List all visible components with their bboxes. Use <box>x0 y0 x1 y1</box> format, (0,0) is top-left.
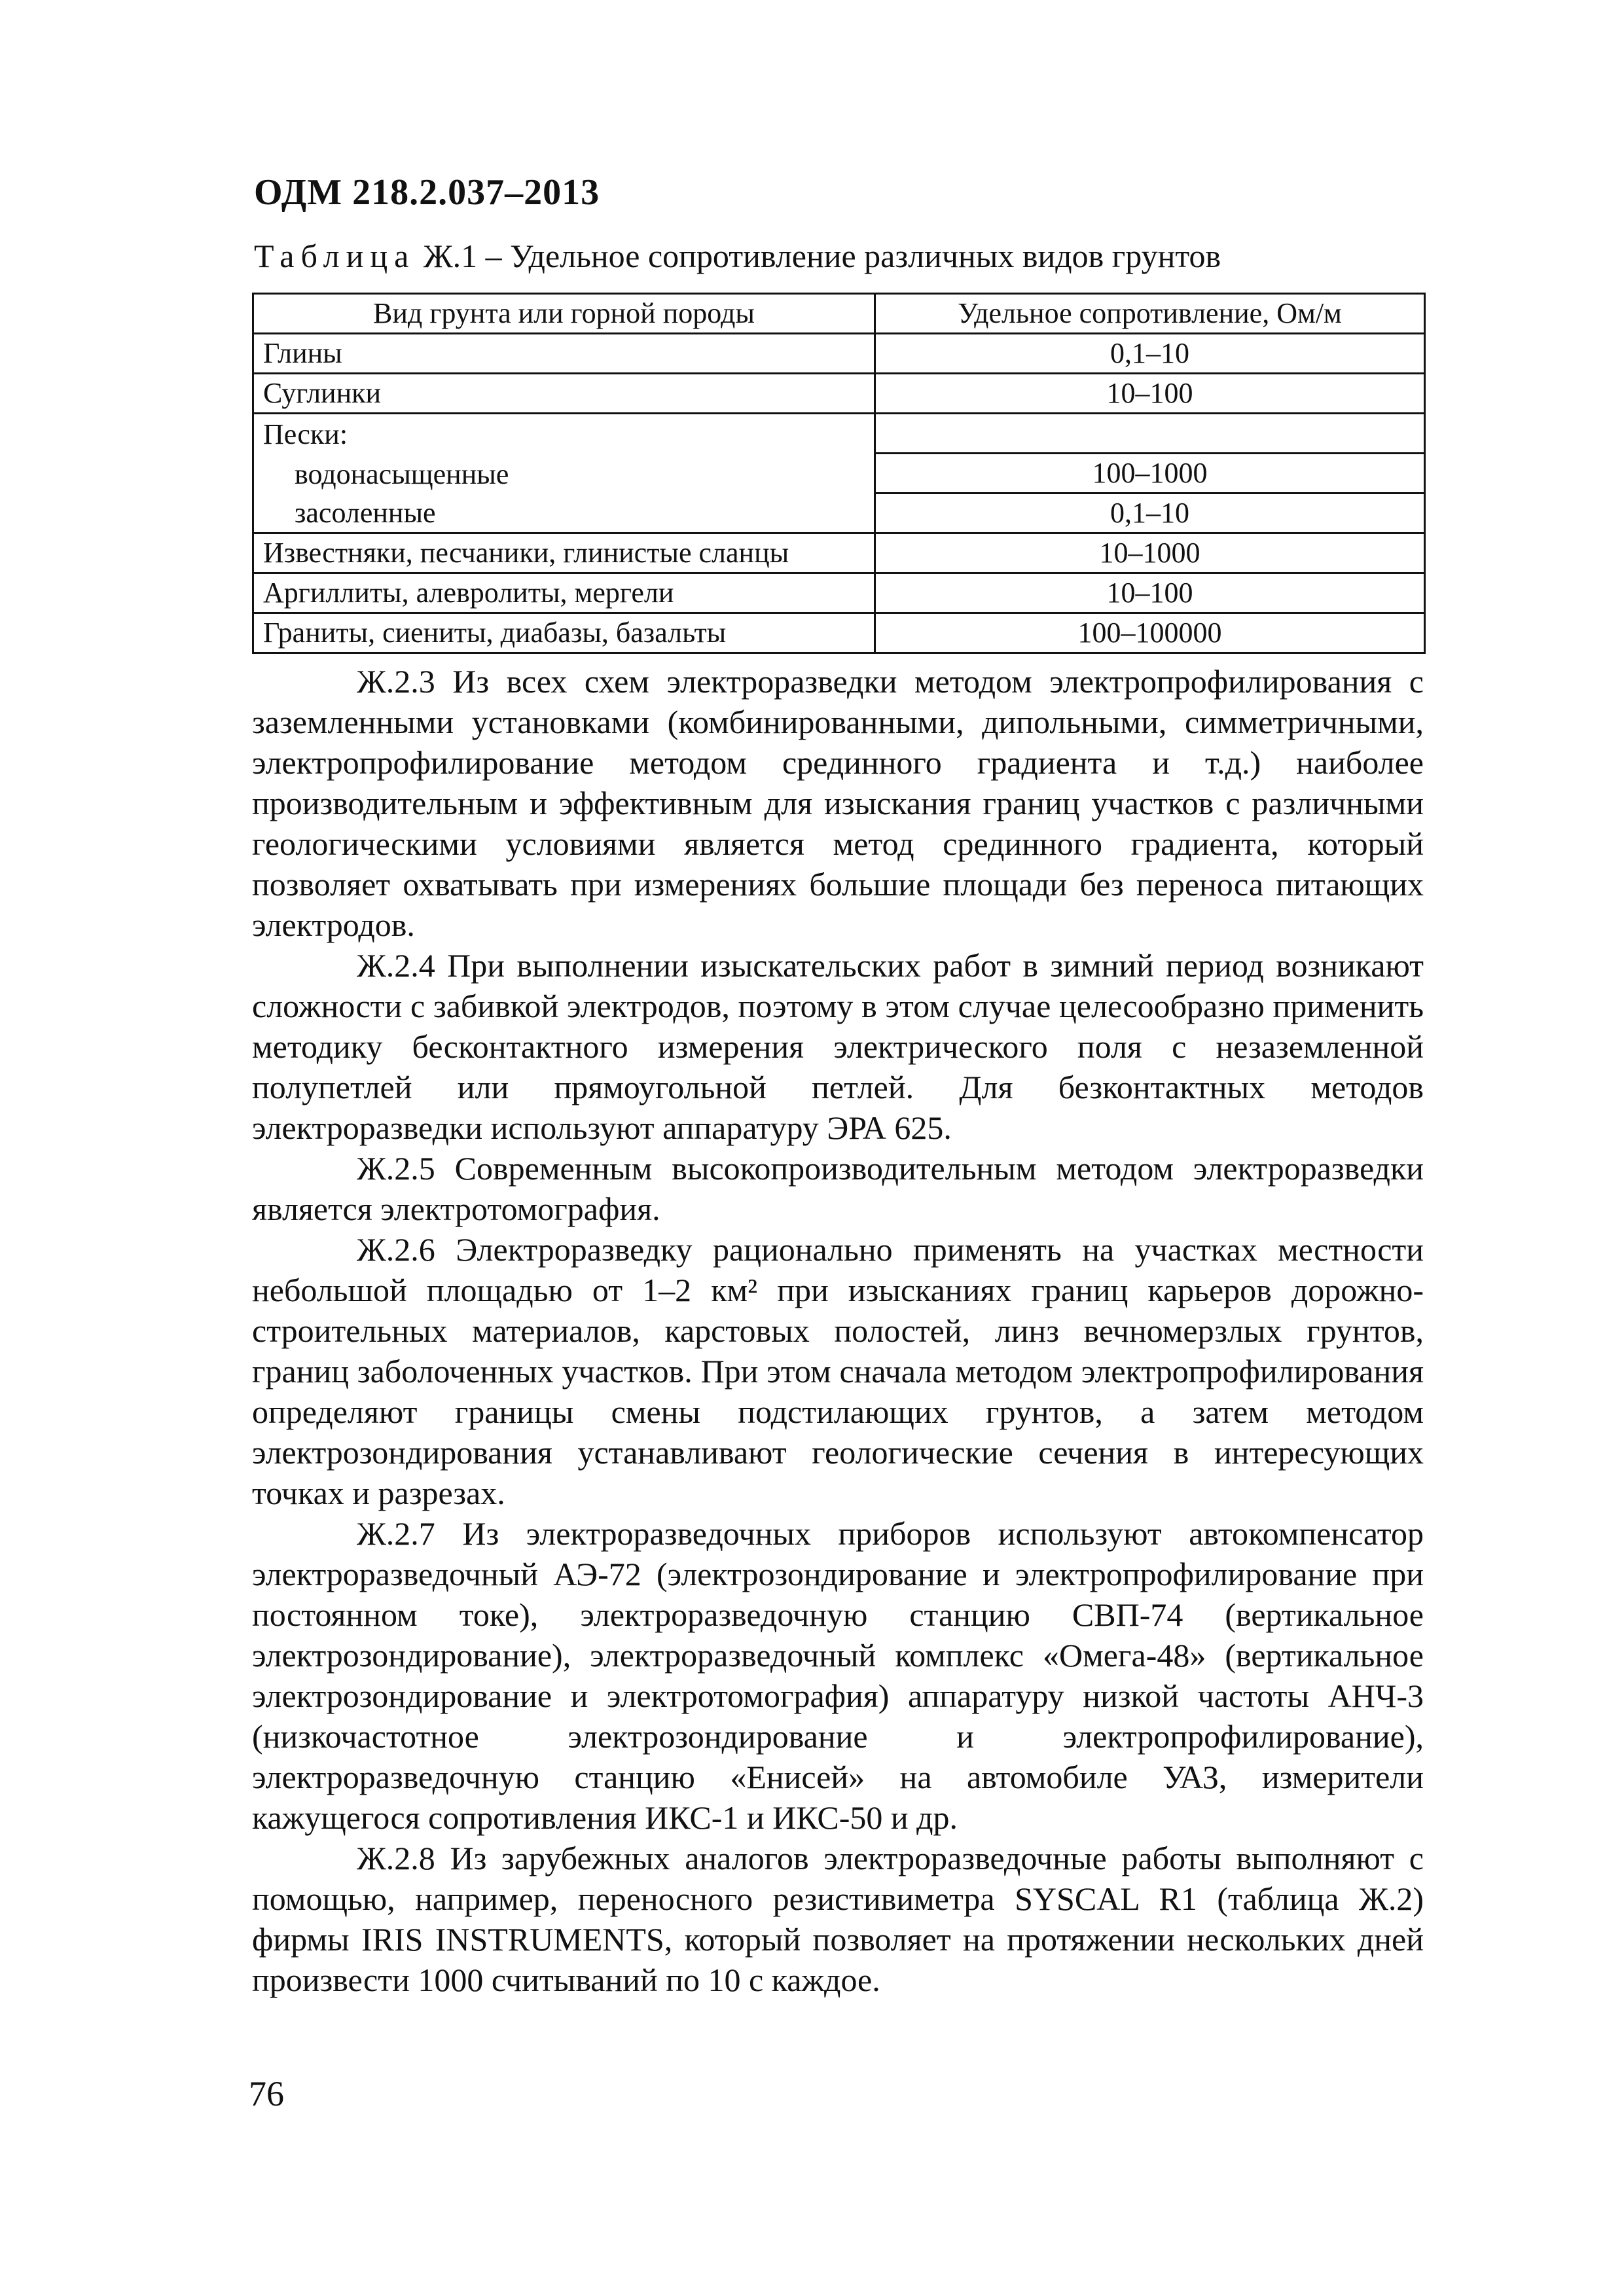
table-row <box>253 493 1425 533</box>
soil-name: Глины <box>253 334 875 374</box>
soil-name: Аргиллиты, алевролиты, мергели <box>253 573 875 613</box>
paragraph-zh-2-8: Ж.2.8 Из зарубежных аналогов электроразведочные работы выполняют с помощью, например, переносного резистивиметра SYSCAL R1 (таблица Ж.2) фирмы IRIS INSTRUMENTS, который позволяет на протяжении нескольких дней произвести 1000 считываний по 10 с каждое. <box>252 1840 1424 1998</box>
table-row <box>253 613 1425 653</box>
page-number: 76 <box>249 2074 284 2113</box>
document-code: ОДМ 218.2.037–2013 <box>254 172 600 213</box>
soil-name: Суглинки <box>253 374 875 414</box>
resistivity-value: 10–100 <box>875 374 1425 414</box>
resistivity-value: 10–1000 <box>875 533 1425 573</box>
resistivity-value: 0,1–10 <box>875 334 1425 374</box>
soil-name: Граниты, сиениты, диабазы, базальты <box>253 613 875 653</box>
resistivity-value: 10–100 <box>875 573 1425 613</box>
table-header-row <box>253 294 1425 334</box>
paragraph-zh-2-5: Ж.2.5 Современным высокопроизводительным методом электроразведки является электротомография. <box>252 1150 1424 1227</box>
resistivity-value: 100–1000 <box>875 454 1425 493</box>
resistivity-value: 100–100000 <box>875 613 1425 653</box>
table-row <box>253 573 1425 613</box>
soil-subtype-name: засоленные <box>253 493 875 533</box>
soil-subtype-name: водонасыщенные <box>253 454 875 493</box>
body-text <box>252 661 1424 2000</box>
table-caption-label: Таблица <box>254 238 416 274</box>
table-caption <box>254 237 1221 275</box>
resistivity-value: 0,1–10 <box>875 493 1425 533</box>
soil-group-name: Пески: <box>253 414 875 454</box>
soil-name: Известняки, песчаники, глинистые сланцы <box>253 533 875 573</box>
resistivity-table <box>252 293 1426 654</box>
table-row <box>253 374 1425 414</box>
paragraph-zh-2-6: Ж.2.6 Электроразведку рационально применять на участках местности небольшой площадью от 1–2 км² при изысканиях границ карьеров дорожно-строительных материалов, карстовых полостей, линз вечномерзлых грунтов, границ заболоченных участков. При этом сначала методом электропрофилирования определяют границы смены подстилающих грунтов, а затем методом электрозондирования устанавливают геологические сечения в интересующих точках и разрезах. <box>252 1231 1424 1511</box>
table-row <box>253 533 1425 573</box>
table-row <box>253 454 1425 493</box>
table-row <box>253 414 1425 454</box>
header-resistivity: Удельное сопротивление, Ом/м <box>875 294 1425 334</box>
table-caption-title: Ж.1 – Удельное сопротивление различных видов грунтов <box>415 238 1221 274</box>
table-row <box>253 334 1425 374</box>
resistivity-value <box>875 414 1425 454</box>
paragraph-zh-2-3: Ж.2.3 Из всех схем электроразведки методом электропрофилирования с заземленными установками (комбинированными, дипольными, симметричными, электропрофилирование методом срединного градиента и т.д.) наиболее производительным и эффективным для изыскания границ участков с различными геологическими условиями является метод срединного градиента, который позволяет охватывать при измерениях большие площади без переноса питающих электродов. <box>252 663 1424 943</box>
paragraph-zh-2-4: Ж.2.4 При выполнении изыскательских работ в зимний период возникают сложности с забивкой электродов, поэтому в этом случае целесообразно применить методику бесконтактного измерения электрического поля с незаземленной полупетлей или прямоугольной петлей. Для безконтактных методов электроразведки используют аппаратуру ЭРА 625. <box>252 947 1424 1146</box>
paragraph-zh-2-7: Ж.2.7 Из электроразведочных приборов используют автокомпенсатор электроразведочный АЭ-72 (электрозондирование и электропрофилирование при постоянном токе), электроразведочную станцию СВП-74 (вертикальное электрозондирование), электроразведочный комплекс «Омега-48» (вертикальное электрозондирование и электротомография) аппаратуру низкой частоты АНЧ-3 (низкочастотное электрозондирование и электропрофилирование), электроразведочную станцию «Енисей» на автомобиле УАЗ, измерители кажущегося сопротивления ИКС-1 и ИКС-50 и др. <box>252 1515 1424 1836</box>
header-soil-type: Вид грунта или горной породы <box>253 294 875 334</box>
